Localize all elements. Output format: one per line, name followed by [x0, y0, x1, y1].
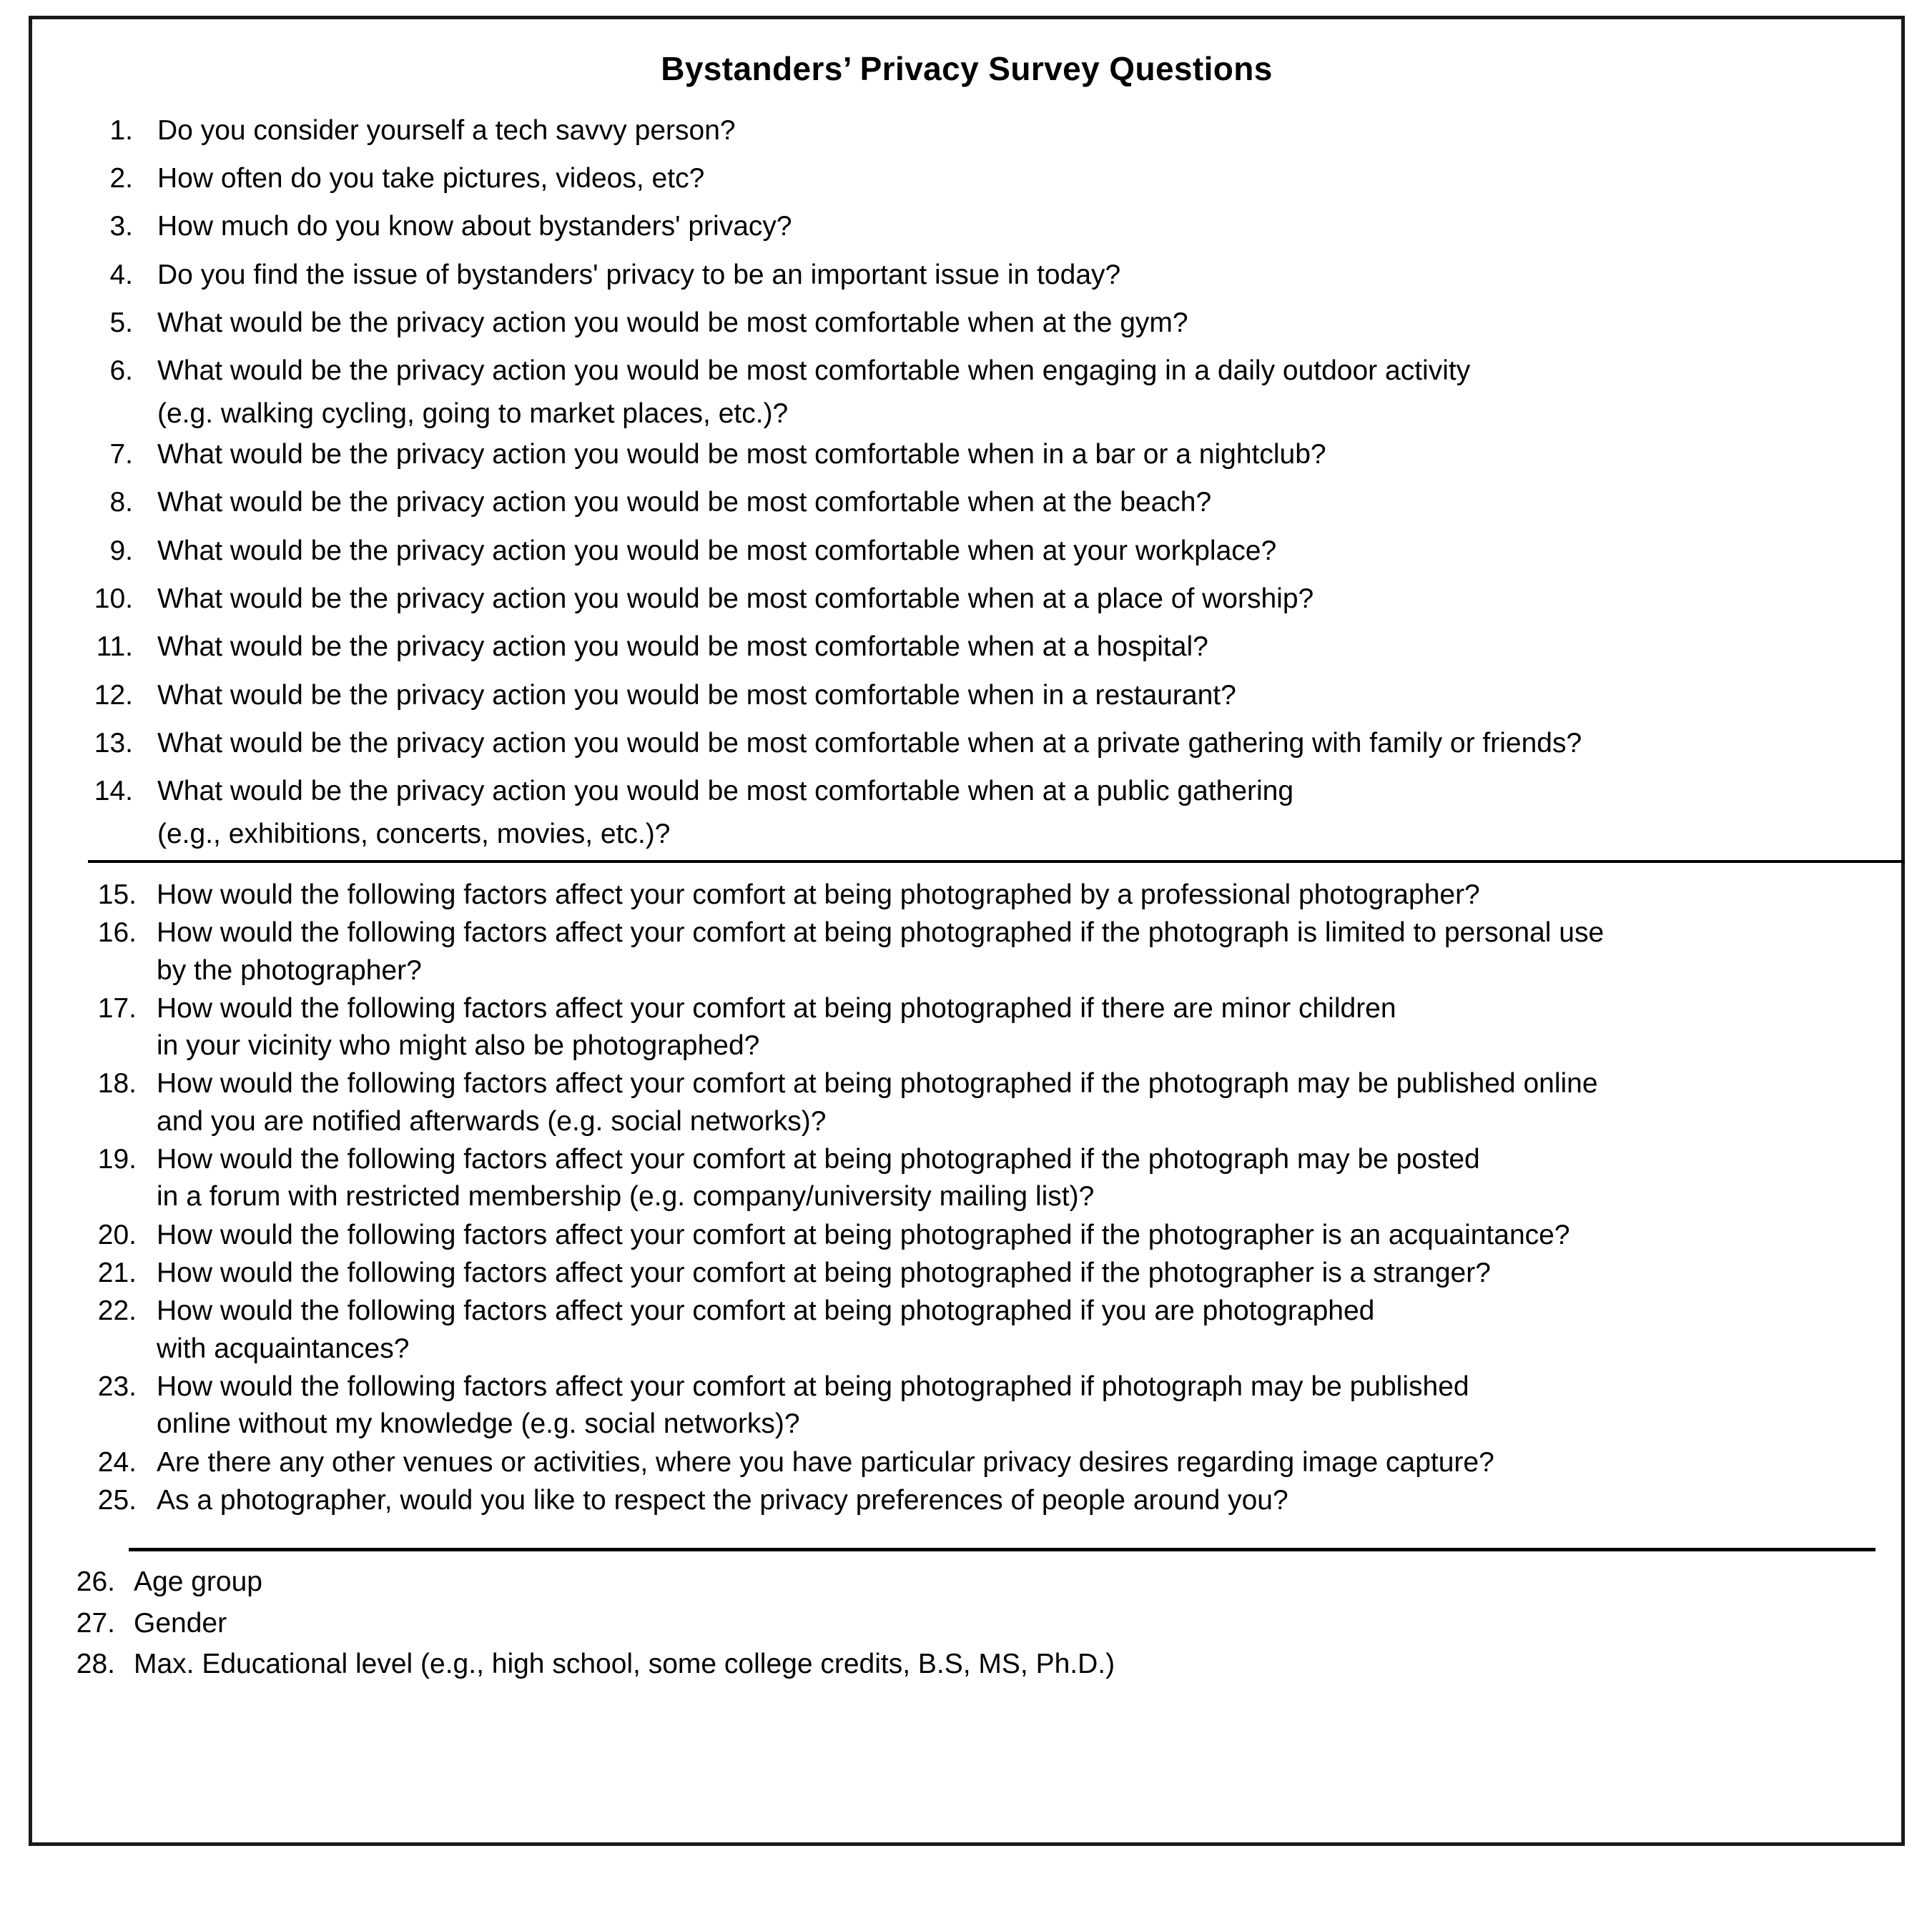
question-section-demographics	[32, 1567, 1901, 1679]
question-number: 15.	[97, 879, 137, 910]
question-item	[32, 1448, 1901, 1477]
question-text-line: Do you find the issue of bystanders' privacy to be an important issue in today?	[157, 259, 1121, 290]
question-item	[32, 918, 1901, 985]
question-number: 20.	[97, 1219, 137, 1250]
question-text	[157, 1258, 1901, 1288]
question-text	[157, 880, 1901, 909]
question-text-line: What would be the privacy action you would be most comfortable when at a place of worship?	[157, 583, 1314, 614]
question-text-line: How would the following factors affect your comfort at being photographed if the photograph is limited to personal use	[157, 917, 1605, 949]
question-text-line: What would be the privacy action you would be most comfortable when at your workplace?	[157, 535, 1277, 566]
question-text	[134, 1567, 1901, 1596]
question-text-line: What would be the privacy action you would be most comfortable when at a public gathering	[157, 776, 1294, 807]
question-text-continuation: in a forum with restricted membership (e.g. company/university mailing list)?	[157, 1181, 1095, 1213]
question-text	[157, 260, 1901, 290]
question-text	[157, 440, 1901, 469]
question-item	[32, 1486, 1901, 1515]
question-text-line: How would the following factors affect your comfort at being photographed if the photograph may be posted	[157, 1144, 1480, 1175]
question-item	[32, 116, 1901, 145]
question-item	[32, 1258, 1901, 1288]
question-text	[157, 1220, 1901, 1250]
question-text	[157, 1145, 1901, 1212]
question-text-line: What would be the privacy action you would be most comfortable when engaging in a daily outdoor activity	[157, 355, 1471, 387]
question-text-line: How often do you take pictures, videos, etc?	[157, 162, 705, 194]
question-text-line: How would the following factors affect your comfort at being photographed if the photographer is an acquaintance?	[157, 1219, 1570, 1250]
question-number: 14.	[94, 776, 133, 807]
question-text-line: How would the following factors affect your comfort at being photographed by a professional photographer?	[157, 879, 1480, 910]
question-number: 8.	[109, 487, 133, 518]
question-item	[32, 260, 1901, 290]
question-item	[32, 212, 1901, 241]
question-number: 26.	[76, 1566, 115, 1598]
question-item	[32, 729, 1901, 758]
question-item	[32, 488, 1901, 517]
question-item	[32, 1372, 1901, 1439]
question-item	[32, 1069, 1901, 1136]
question-item	[32, 1296, 1901, 1363]
question-number: 19.	[97, 1144, 137, 1175]
question-text	[157, 1486, 1901, 1515]
question-text-line: Are there any other venues or activities, where you have particular privacy desires regarding image capture?	[157, 1446, 1494, 1478]
question-text-line: How much do you know about bystanders' privacy?	[157, 211, 792, 242]
question-text-continuation: online without my knowledge (e.g. social networks)?	[157, 1408, 800, 1440]
question-text	[157, 1296, 1901, 1363]
question-text-line: How would the following factors affect your comfort at being photographed if there are minor children	[157, 992, 1396, 1024]
question-text-continuation: by the photographer?	[157, 954, 422, 986]
question-number: 22.	[97, 1295, 137, 1327]
section-divider-venues	[88, 860, 1905, 863]
question-text	[157, 212, 1901, 241]
question-item	[32, 536, 1901, 566]
question-text-line: How would the following factors affect your comfort at being photographed if the photograph may be published online	[157, 1068, 1598, 1100]
question-item	[32, 356, 1901, 428]
question-text	[157, 918, 1901, 985]
question-item	[32, 164, 1901, 193]
question-item	[32, 681, 1901, 710]
question-item	[32, 308, 1901, 337]
question-text	[134, 1649, 1901, 1679]
question-text-line: How would the following factors affect your comfort at being photographed if photograph may be published	[157, 1371, 1469, 1403]
question-text	[157, 994, 1901, 1061]
question-text-line: What would be the privacy action you would be most comfortable when in a restaurant?	[157, 679, 1236, 711]
question-text	[157, 776, 1901, 849]
question-number: 5.	[109, 307, 133, 338]
question-text-line: What would be the privacy action you would be most comfortable when in a bar or a nightclub?	[157, 438, 1326, 470]
question-number: 21.	[97, 1258, 137, 1289]
page-title: Bystanders’ Privacy Survey Questions	[661, 50, 1273, 87]
question-number: 25.	[97, 1485, 137, 1516]
question-text	[157, 164, 1901, 193]
question-text-line: What would be the privacy action you would be most comfortable when at a hospital?	[157, 631, 1208, 663]
question-text-continuation: (e.g. walking cycling, going to market places, etc.)?	[157, 397, 789, 429]
question-number: 18.	[97, 1068, 137, 1100]
question-text	[157, 584, 1901, 613]
question-item	[32, 440, 1901, 469]
question-number: 27.	[76, 1607, 115, 1639]
question-text	[157, 632, 1901, 661]
question-number: 13.	[94, 727, 133, 759]
question-item	[32, 1649, 1901, 1679]
section-divider-demographics	[129, 1548, 1876, 1551]
question-text	[157, 308, 1901, 337]
question-number: 3.	[109, 211, 133, 242]
question-number: 1.	[109, 114, 133, 146]
question-item	[32, 632, 1901, 661]
question-item	[32, 1567, 1901, 1596]
question-item	[32, 1145, 1901, 1212]
question-item	[32, 776, 1901, 849]
question-text	[157, 729, 1901, 758]
question-text-line: What would be the privacy action you would be most comfortable when at a private gathering with family or friends?	[157, 727, 1582, 759]
question-text	[157, 1448, 1901, 1477]
question-number: 4.	[109, 259, 133, 290]
survey-document-frame	[29, 16, 1905, 1846]
question-number: 23.	[97, 1371, 137, 1403]
question-text	[157, 1069, 1901, 1136]
question-item	[32, 880, 1901, 909]
question-text-line: What would be the privacy action you would be most comfortable when at the beach?	[157, 487, 1212, 518]
question-text-line: Max. Educational level (e.g., high school, some college credits, B.S, MS, Ph.D.)	[134, 1649, 1115, 1680]
question-text	[157, 1372, 1901, 1439]
question-number: 24.	[97, 1446, 137, 1478]
question-text	[157, 681, 1901, 710]
question-text-line: Age group	[134, 1566, 262, 1598]
question-number: 17.	[97, 992, 137, 1024]
question-number: 12.	[94, 679, 133, 711]
question-text-line: Gender	[134, 1607, 227, 1639]
question-text-line: Do you consider yourself a tech savvy person?	[157, 114, 736, 146]
question-number: 6.	[109, 355, 133, 387]
question-text-continuation: and you are notified afterwards (e.g. social networks)?	[157, 1105, 827, 1137]
question-number: 2.	[109, 162, 133, 194]
question-text-continuation: with acquaintances?	[157, 1333, 410, 1364]
question-text-continuation: in your vicinity who might also be photographed?	[157, 1030, 760, 1062]
question-section-factors	[32, 880, 1901, 1516]
question-number: 9.	[109, 535, 133, 566]
question-item	[32, 1220, 1901, 1250]
question-text-line: What would be the privacy action you would be most comfortable when at the gym?	[157, 307, 1188, 338]
question-item	[32, 994, 1901, 1061]
question-item	[32, 1609, 1901, 1638]
question-text-line: As a photographer, would you like to respect the privacy preferences of people around you?	[157, 1485, 1288, 1516]
question-text	[157, 536, 1901, 566]
question-section-venues	[32, 116, 1901, 849]
question-text	[157, 116, 1901, 145]
question-text	[134, 1609, 1901, 1638]
question-text	[157, 488, 1901, 517]
question-text-line: How would the following factors affect your comfort at being photographed if you are photographed	[157, 1295, 1375, 1327]
question-item	[32, 584, 1901, 613]
question-number: 16.	[97, 917, 137, 949]
question-text-continuation: (e.g., exhibitions, concerts, movies, etc.)?	[157, 818, 671, 849]
question-text	[157, 356, 1901, 428]
question-number: 10.	[94, 583, 133, 614]
question-number: 7.	[109, 438, 133, 470]
question-number: 11.	[96, 631, 133, 663]
question-number: 28.	[76, 1649, 115, 1680]
question-text-line: How would the following factors affect your comfort at being photographed if the photographer is a stranger?	[157, 1258, 1491, 1289]
